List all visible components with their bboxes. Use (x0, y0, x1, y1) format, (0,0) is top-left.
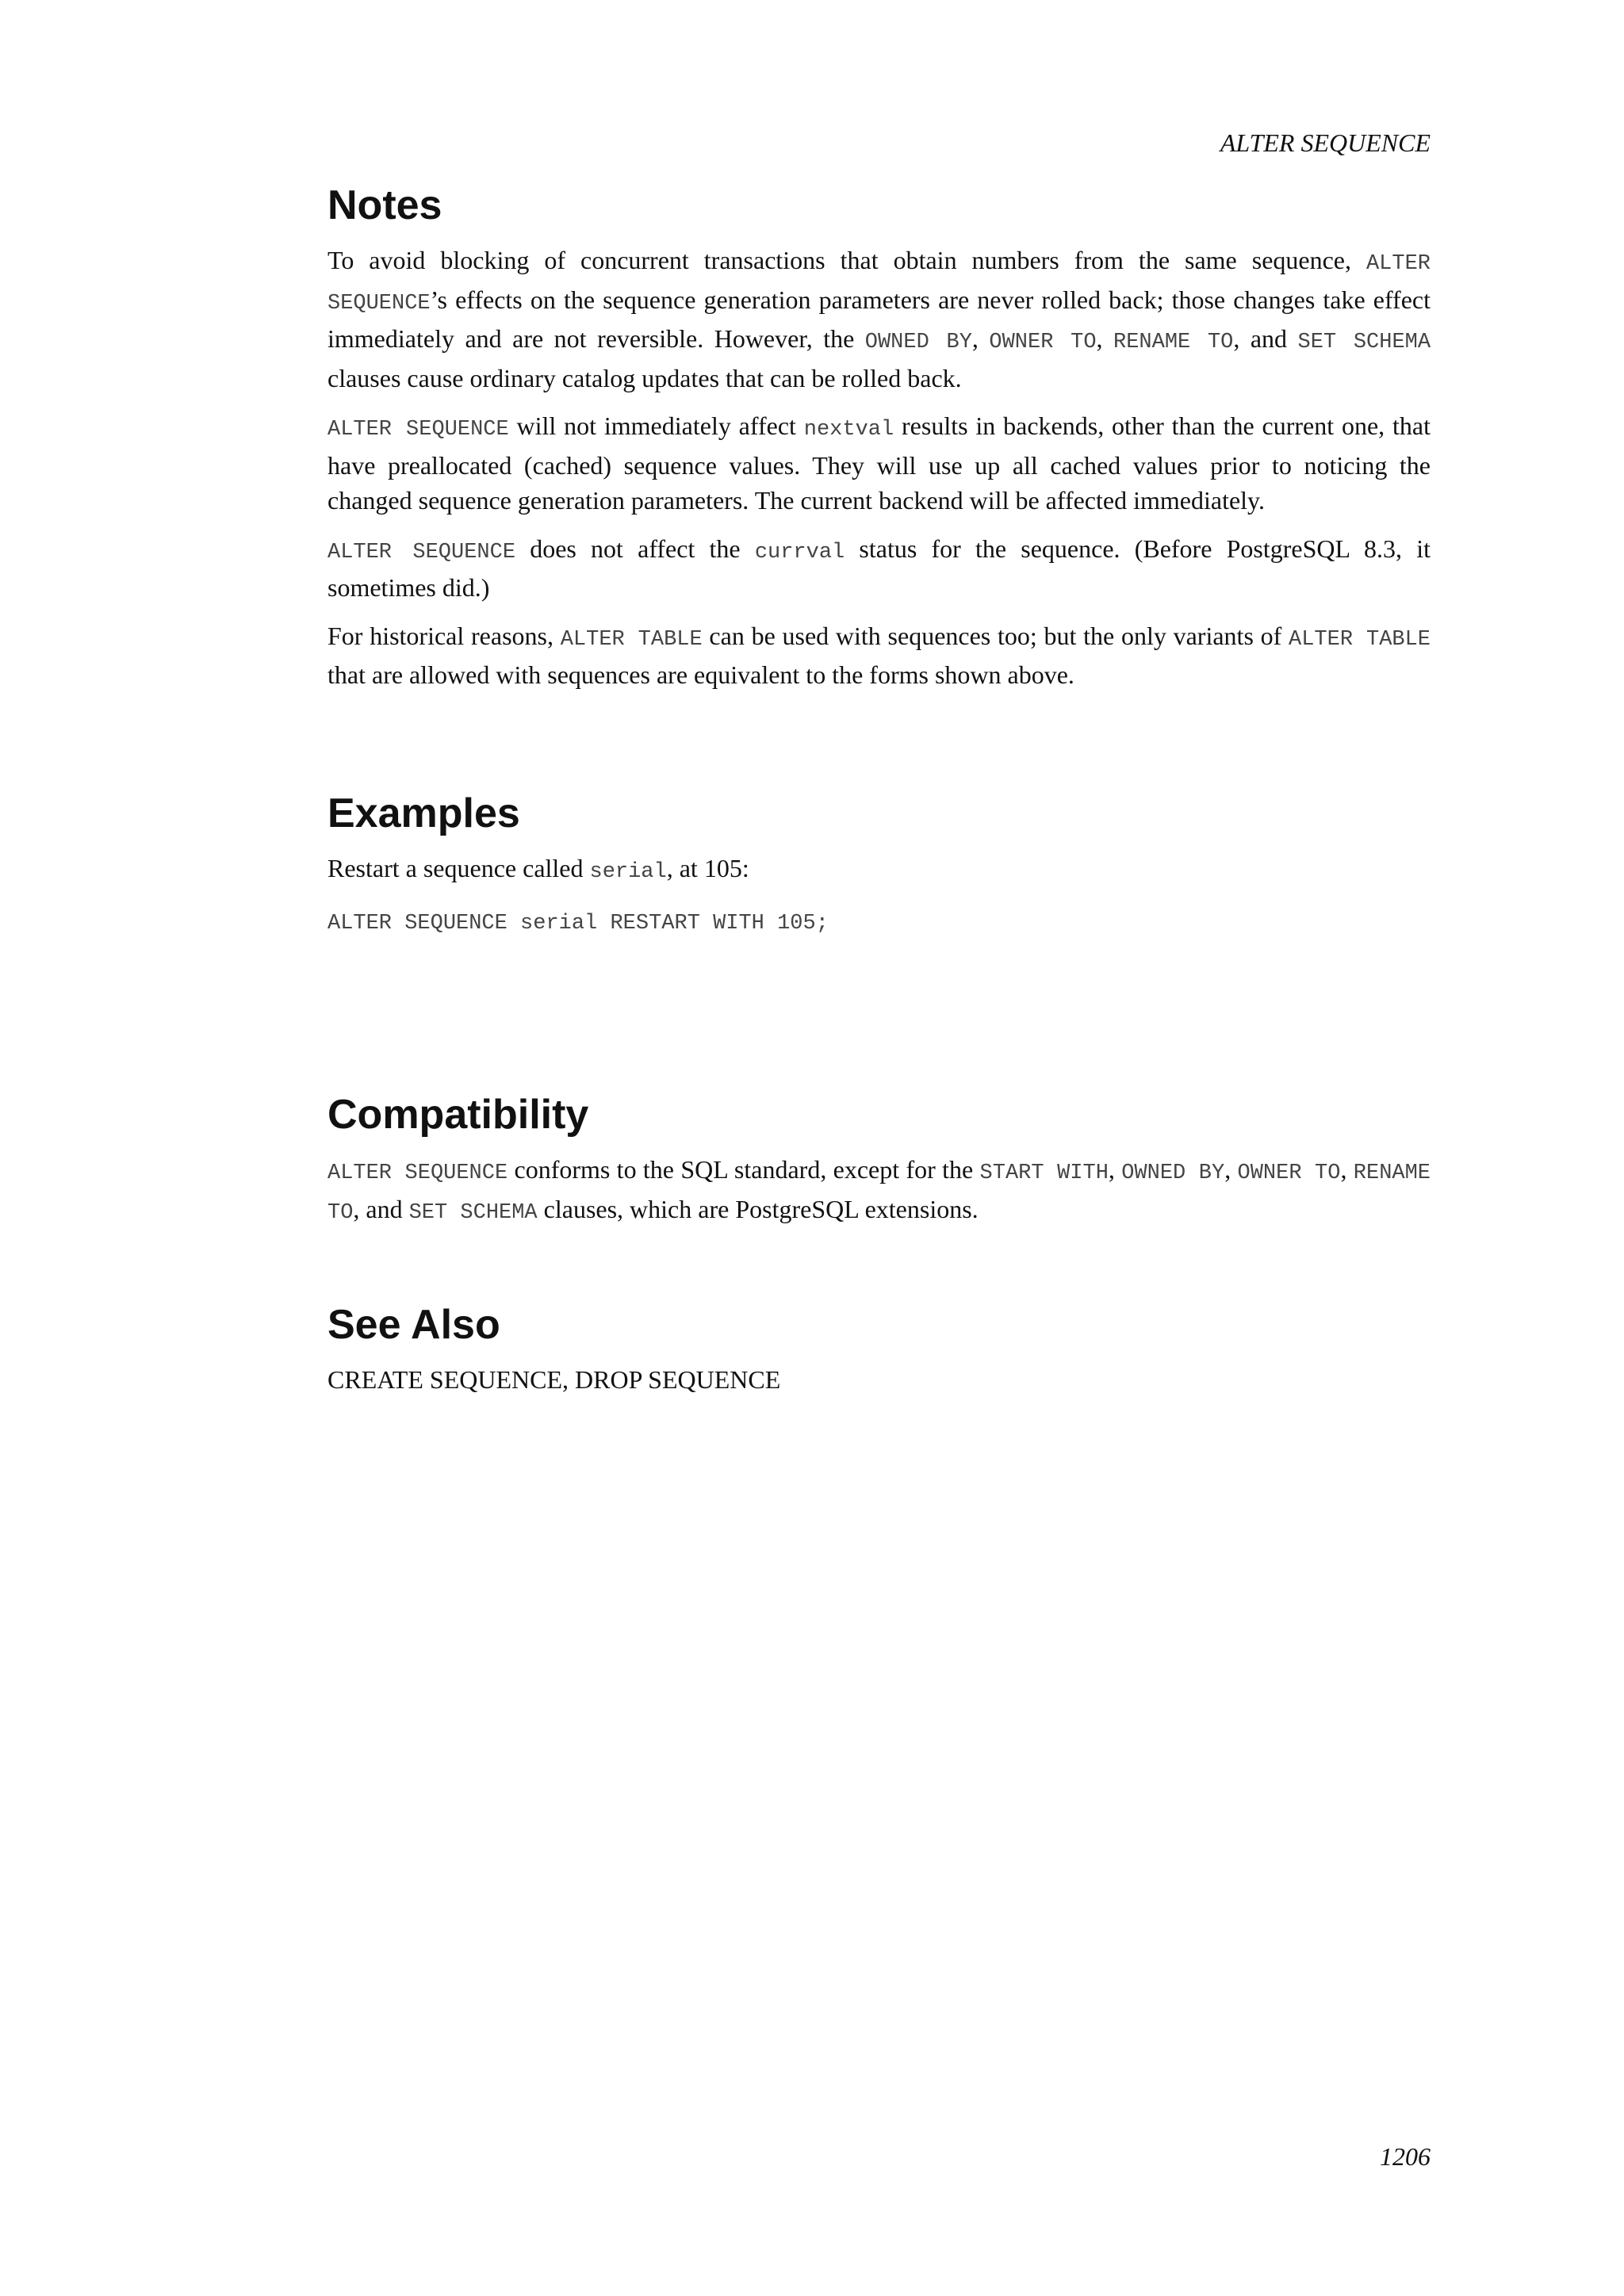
inline-code: ALTER TABLE (560, 627, 703, 652)
examples-paragraph: Restart a sequence called serial, at 105: (327, 854, 749, 884)
compatibility-section (327, 1090, 1431, 1243)
notes-paragraph-3: ALTER SEQUENCE does not affect the currval status for the sequence. (Before PostgreSQL 8.3, it sometimes did.) (327, 534, 1431, 602)
running-header: ALTER SEQUENCE (1220, 128, 1431, 157)
page-number: 1206 (1380, 2142, 1431, 2171)
see-also-links: CREATE SEQUENCE, DROP SEQUENCE (327, 1365, 781, 1394)
notes-paragraph-4: For historical reasons, ALTER TABLE can be used with sequences too; but the only variants of ALTER TABLE that are allowed with sequences are equivalent to the forms shown above. (327, 621, 1431, 689)
inline-code: ALTER SEQUENCE (327, 418, 509, 442)
inline-code: OWNED BY (864, 331, 972, 354)
inline-code: RENAME TO (1113, 331, 1234, 354)
inline-code: ALTER SEQUENCE (327, 1161, 508, 1185)
inline-code: OWNER TO (1237, 1161, 1341, 1185)
inline-code: START WITH (979, 1161, 1109, 1185)
code-block: ALTER SEQUENCE serial RESTART WITH 105; (327, 911, 829, 936)
examples-heading: Examples (327, 790, 520, 836)
inline-code: nextval (803, 418, 894, 442)
notes-heading: Notes (327, 182, 442, 228)
notes-paragraph-2: ALTER SEQUENCE will not immediately affect nextval results in backends, other than the current one, that have preallocated (cached) sequence values. They will use up all cached values prior to noticing the changed sequence generation parameters. The current backend will be affected immediately. (327, 411, 1431, 515)
see-also-section (327, 1300, 1431, 1410)
compatibility-heading: Compatibility (327, 1092, 589, 1138)
inline-code: RENAME TO (327, 1161, 1431, 1225)
inline-code: currval (754, 540, 845, 564)
compatibility-paragraph: ALTER SEQUENCE conforms to the SQL standard, except for the START WITH, OWNED BY, OWNER TO, RENAME TO, and SET SCHEMA clauses, which are PostgreSQL extensions. (327, 1155, 1431, 1225)
inline-code: ALTER SEQUENCE (327, 540, 516, 564)
notes-paragraph-1: To avoid blocking of concurrent transactions that obtain numbers from the same sequence, ALTER SEQUENCE’s effects on the sequence generation parameters are never rolled back; those changes take effect immediately and are not reversible. However, the OWNED BY, OWNER TO, RENAME TO, and SET SCHEMA clauses cause ordinary catalog updates that can be rolled back. (327, 246, 1431, 392)
see-also-heading: See Also (327, 1302, 500, 1348)
inline-code: SET SCHEMA (1297, 331, 1431, 354)
inline-code: OWNER TO (989, 331, 1097, 354)
inline-code: ALTER SEQUENCE (327, 252, 1431, 316)
inline-code: serial (589, 860, 667, 884)
examples-section (327, 789, 1431, 939)
inline-code: ALTER TABLE (1289, 627, 1431, 652)
notes-section (327, 181, 1431, 706)
inline-code: OWNED BY (1121, 1161, 1225, 1185)
inline-code: SET SCHEMA (408, 1200, 538, 1225)
